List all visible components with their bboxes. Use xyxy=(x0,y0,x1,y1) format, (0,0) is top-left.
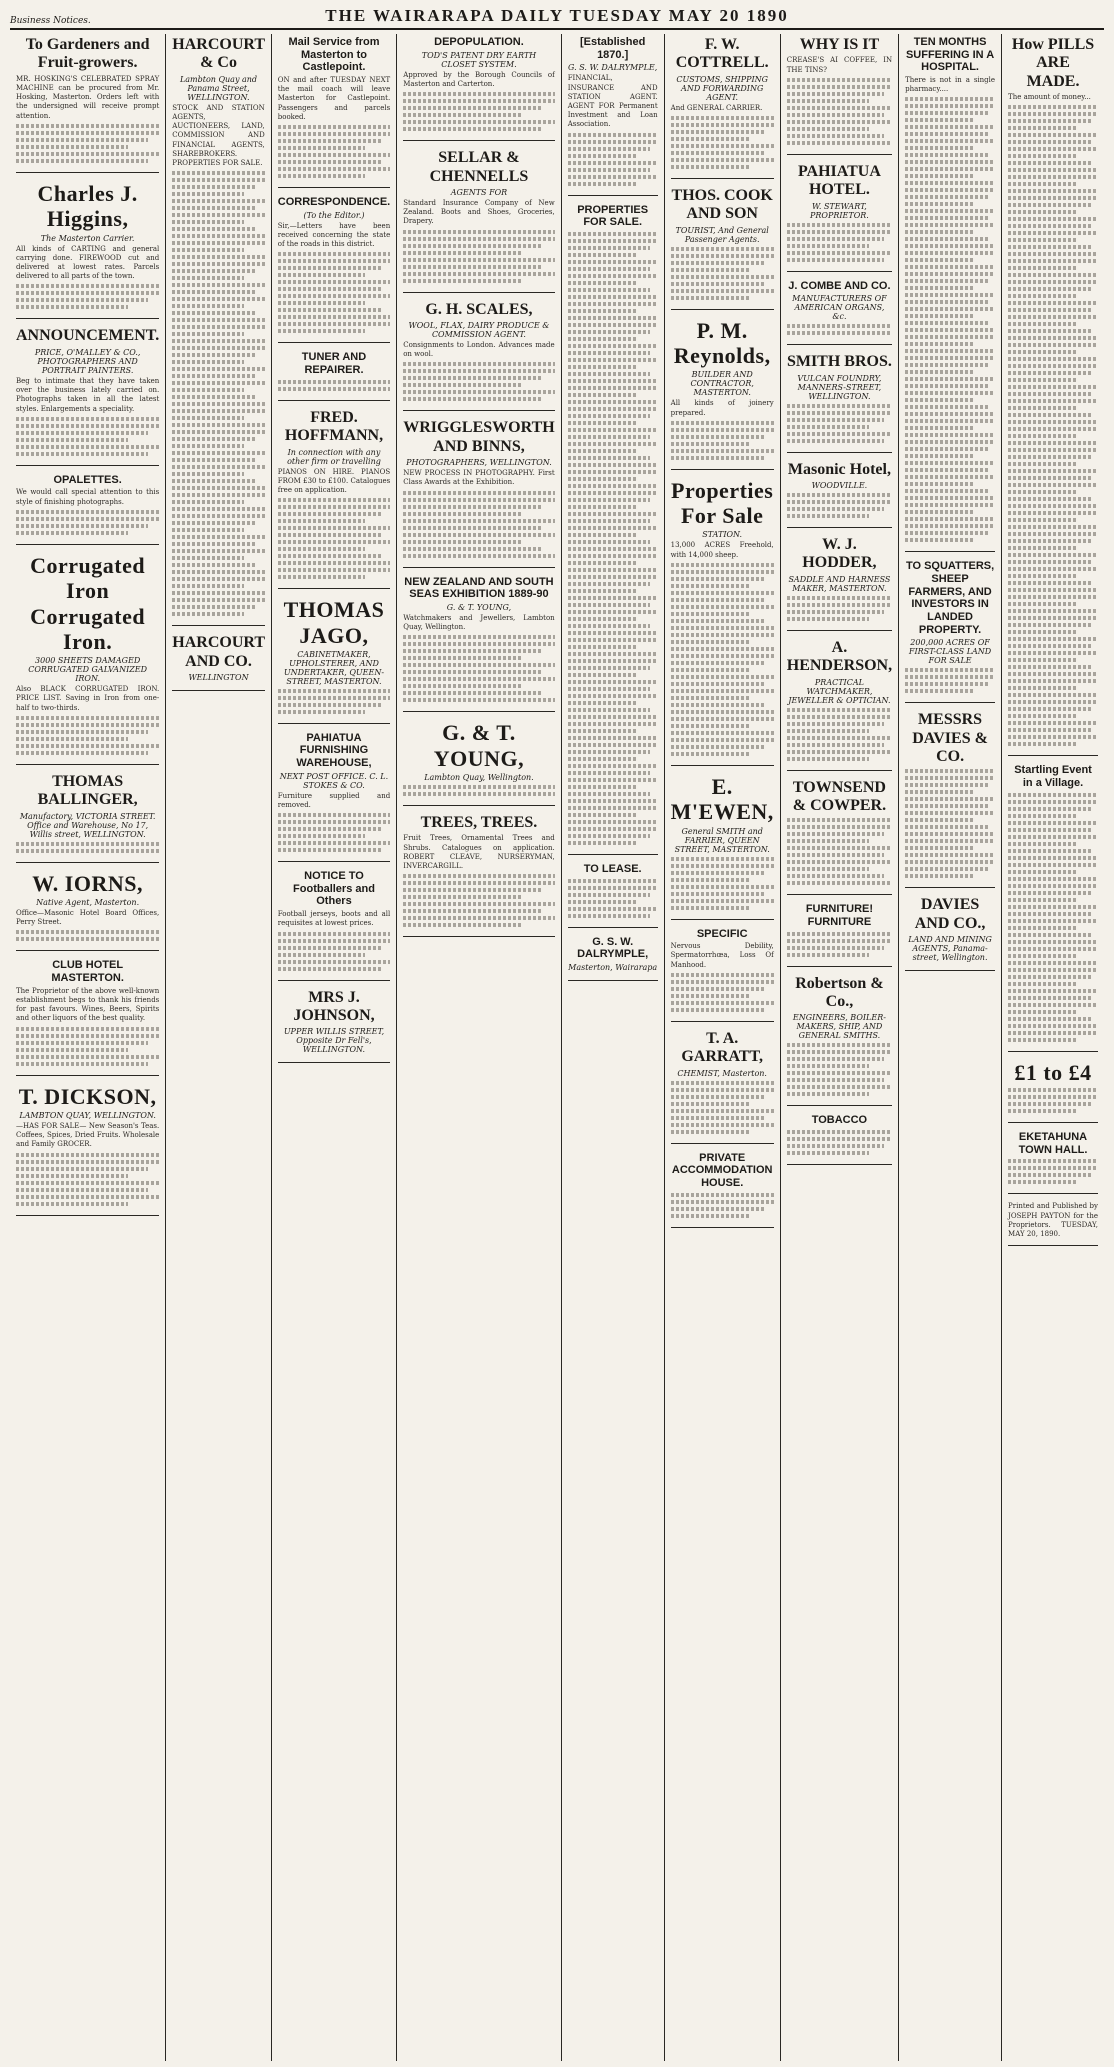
ad-body: Football jerseys, boots and all requisites at lowest prices. xyxy=(277,910,391,928)
ad-heading: WHY IS IT xyxy=(799,36,880,53)
ad-heading: SMITH BROS. xyxy=(786,353,892,371)
advertisement xyxy=(403,149,554,292)
advertisement xyxy=(16,959,159,1075)
ad-heading: TUNER AND REPAIRER. xyxy=(301,351,367,377)
ad-heading: NEW ZEALAND AND SOUTH SEAS EXHIBITION 1889-90 xyxy=(404,575,554,601)
ad-heading: Corrugated Iron Corrugated Iron. xyxy=(30,552,146,654)
ad-body: Furniture supplied and removed. xyxy=(277,791,391,809)
ad-heading: TREES, TREES. xyxy=(420,814,538,832)
ad-heading: PRIVATE ACCOMMODATION HOUSE. xyxy=(671,1151,773,1189)
ad-body: Office—Masonic Hotel Board Offices, Perry Street. xyxy=(16,908,160,927)
small-print xyxy=(16,1153,159,1206)
ad-heading: NOTICE TO Footballers and Others xyxy=(293,870,375,908)
column-2 xyxy=(165,34,270,2061)
small-print xyxy=(568,133,658,186)
ad-heading: J. COMBE AND CO. xyxy=(788,279,891,292)
ad-body: Fruit Trees, Ornamental Trees and Shrubs. Catalogues on application. ROBERT CLEAVE, NURSERYMAN, INVERCARGILL. xyxy=(403,834,555,871)
advertisement xyxy=(1008,36,1098,756)
advertisement xyxy=(671,478,774,766)
small-print xyxy=(16,1027,159,1066)
ad-subheading: CHEMIST, Masterton. xyxy=(677,1068,767,1078)
ad-body: Beg to intimate that they have taken over the business lately carried on. Photographs taken in all the latest styles. Enlargements a speciality. xyxy=(16,376,160,413)
ad-subheading: The Masterton Carrier. xyxy=(40,233,135,243)
advertisement xyxy=(905,711,995,888)
ad-heading: G. & T. YOUNG, xyxy=(433,720,525,771)
small-print xyxy=(1008,1159,1098,1184)
advertisement xyxy=(568,936,658,981)
small-print xyxy=(1008,793,1098,1042)
ad-heading: FURNITURE! FURNITURE xyxy=(805,903,874,929)
advertisement xyxy=(16,474,159,545)
small-print xyxy=(787,818,892,885)
small-print xyxy=(787,493,892,518)
ad-heading: Robertson & Co., xyxy=(795,974,884,1011)
advertisement xyxy=(671,774,774,920)
advertisement xyxy=(671,36,774,179)
advertisement xyxy=(278,36,390,188)
advertisement xyxy=(278,870,390,980)
ad-subheading: G. S. W. DALRYMPLE, xyxy=(568,63,658,73)
ad-subheading: STATION. xyxy=(702,530,743,540)
ad-heading: [Established 1870.] xyxy=(579,36,646,61)
masthead-title: THE WAIRARAPA DAILY TUESDAY MAY 20 1890 xyxy=(325,6,789,25)
ad-heading: WRIGGLESWORTH AND BINNS, xyxy=(403,419,555,455)
section-label: Business Notices. xyxy=(10,16,91,26)
ad-subheading: Lambton Quay and Panama Street, WELLINGTON. xyxy=(179,74,258,102)
column-7 xyxy=(780,34,898,2061)
ad-heading: SPECIFIC xyxy=(696,927,748,940)
ad-heading: TOBACCO xyxy=(811,1114,868,1127)
advertisement xyxy=(787,903,892,966)
ad-heading: W. J. HODDER, xyxy=(802,536,877,572)
ad-heading: MESSRS DAVIES & CO. xyxy=(912,711,988,766)
small-print xyxy=(787,404,892,443)
ad-heading: TO LEASE. xyxy=(583,862,642,875)
advertisement xyxy=(568,863,658,928)
small-print xyxy=(403,874,554,927)
small-print xyxy=(787,596,892,621)
advertisement xyxy=(787,461,892,528)
ad-heading: PAHIATUA HOTEL. xyxy=(797,162,881,199)
advertisement xyxy=(278,732,390,862)
small-print xyxy=(671,247,774,300)
ad-body: All kinds of CARTING and general carrying done. FIREWOOD cut and delivered at lowest rates. Parcels delivered to all parts of the town. xyxy=(16,244,160,281)
ad-heading: HARCOURT & Co xyxy=(172,36,266,72)
ad-heading: T. A. GARRATT, xyxy=(681,1029,764,1066)
small-print xyxy=(568,879,658,918)
column-1 xyxy=(10,34,165,2061)
advertisement xyxy=(16,871,159,952)
small-print xyxy=(278,932,390,971)
ad-subheading: WELLINGTON xyxy=(188,673,249,683)
ad-subheading: Lambton Quay, Wellington. xyxy=(424,773,534,783)
small-print xyxy=(671,421,774,460)
ad-subheading: NEXT POST OFFICE. C. L. STOKES & CO. xyxy=(279,771,389,790)
small-print xyxy=(787,78,892,145)
ad-heading: TO SQUATTERS, SHEEP FARMERS, AND INVESTORS IN LANDED PROPERTY. xyxy=(905,560,995,636)
small-print xyxy=(787,932,892,957)
small-print xyxy=(278,813,390,852)
advertisement xyxy=(16,773,159,863)
small-print xyxy=(16,510,159,535)
ad-heading: £1 to £4 xyxy=(1014,1059,1092,1085)
ad-subheading: 200,000 ACRES OF FIRST-CLASS LAND FOR SALE xyxy=(908,638,992,666)
ad-subheading: Masterton, Wairarapa xyxy=(568,962,658,972)
ad-subheading: PHOTOGRAPHERS, WELLINGTON. xyxy=(406,458,552,468)
ad-heading: THOMAS JAGO, xyxy=(283,597,385,648)
ad-heading: G. S. W. DALRYMPLE, xyxy=(577,935,649,961)
ad-subheading: TOURIST, And General Passenger Agents. xyxy=(675,225,769,244)
advertisement xyxy=(568,36,658,196)
ad-subheading: TOD'S PATENT DRY EARTH CLOSET SYSTEM. xyxy=(421,50,537,69)
advertisement xyxy=(16,553,159,765)
small-print xyxy=(671,973,774,1012)
advertisement xyxy=(787,163,892,272)
advertisement xyxy=(403,301,554,412)
ad-heading: PAHIATUA FURNISHING WAREHOUSE, xyxy=(296,731,372,770)
advertisement xyxy=(787,536,892,631)
advertisement xyxy=(1008,764,1098,1051)
ad-heading: OPALETTES. xyxy=(53,473,122,486)
advertisement xyxy=(1008,1131,1098,1194)
ad-body: And GENERAL CARRIER. xyxy=(670,103,763,112)
ad-body: 13,000 ACRES Freehold, with 14,000 sheep. xyxy=(670,541,774,559)
ad-subheading: W. STEWART, PROPRIETOR. xyxy=(810,201,869,220)
ad-heading: CLUB HOTEL MASTERTON. xyxy=(51,959,124,984)
ad-heading: T. DICKSON, xyxy=(18,1083,157,1109)
small-print xyxy=(671,116,774,169)
ad-body: Also BLACK CORRUGATED IRON. PRICE LIST. Saving in Iron from one-half to two-thirds. xyxy=(16,685,160,712)
advertisement xyxy=(403,576,554,713)
advertisement xyxy=(1008,1060,1098,1123)
ad-subheading: VULCAN FOUNDRY, MANNERS-STREET, WELLINGTON. xyxy=(797,373,882,401)
small-print xyxy=(16,417,159,456)
ad-heading: P. M. Reynolds, xyxy=(673,317,771,369)
advertisement xyxy=(403,419,554,567)
ad-subheading: Native Agent, Masterton. xyxy=(36,897,140,907)
small-print xyxy=(403,785,554,796)
small-print xyxy=(16,842,159,853)
ad-subheading: ENGINEERS, BOILER-MAKERS, SHIP, AND GENERAL SMITHS. xyxy=(792,1013,886,1041)
ad-body: The amount of money... xyxy=(1008,93,1091,102)
small-print xyxy=(16,716,159,755)
advertisement xyxy=(671,928,774,1022)
column-4 xyxy=(396,34,560,2061)
advertisement xyxy=(787,975,892,1107)
ad-subheading: WOODVILLE. xyxy=(811,481,868,491)
advertisement xyxy=(278,409,390,589)
small-print xyxy=(671,1081,774,1134)
small-print xyxy=(787,223,892,262)
ad-body: ON and after TUESDAY NEXT the mail coach will leave Masterton for Castlepoint. Passengers and parcels booked. xyxy=(277,75,391,121)
ad-heading: TEN MONTHS SUFFERING IN A HOSPITAL. xyxy=(905,36,995,74)
ad-subheading: AGENTS FOR xyxy=(450,187,508,197)
small-print xyxy=(671,1193,774,1218)
ad-body: NEW PROCESS IN PHOTOGRAPHY. First Class Awards at the Exhibition. xyxy=(403,469,555,487)
ad-subheading: LAMBTON QUAY, WELLINGTON. xyxy=(19,1110,156,1120)
advertisement xyxy=(787,36,892,155)
ad-subheading: General SMITH and FARRIER, QUEEN STREET, MASTERTON. xyxy=(674,826,770,854)
ad-body: STOCK AND STATION AGENTS, AUCTIONEERS, LAND, COMMISSION AND FINANCIAL AGENTS, SHAREBROKERS. PROPERTIES FOR SALE. xyxy=(172,103,265,168)
advertisement xyxy=(1008,1202,1098,1246)
ad-body: Nervous Debility, Spermatorrhœa, Loss Of Manhood. xyxy=(670,942,774,969)
ad-heading: Startling Event in a Village. xyxy=(1014,764,1092,790)
advertisement xyxy=(671,1030,774,1144)
ad-body: PIANOS ON HIRE. PIANOS FROM £30 to £100. Catalogues free on application. xyxy=(277,467,391,494)
advertisement xyxy=(403,36,554,141)
small-print xyxy=(278,689,390,714)
ad-heading: THOMAS BALLINGER, xyxy=(37,772,138,809)
ad-body: FINANCIAL, INSURANCE AND STATION AGENT. AGENT FOR Permanent Investment and Loan Association. xyxy=(567,74,658,129)
advertisement xyxy=(787,1114,892,1165)
small-print xyxy=(16,124,159,163)
small-print xyxy=(905,769,995,878)
ad-body: All kinds of joinery prepared. xyxy=(670,399,774,417)
advertisement xyxy=(671,187,774,310)
ad-body: CREASE'S AI COFFEE, IN THE TINS? xyxy=(786,56,893,74)
ad-heading: Masonic Hotel, xyxy=(787,460,891,478)
ad-subheading: In connection with any other firm or travelling xyxy=(287,447,381,466)
ad-heading: F. W. COTTRELL. xyxy=(675,36,769,72)
columns xyxy=(10,34,1104,2061)
advertisement xyxy=(568,204,658,855)
advertisement xyxy=(278,989,390,1064)
advertisement xyxy=(671,1152,774,1228)
advertisement xyxy=(787,779,892,896)
ad-heading: G. H. SCALES, xyxy=(425,300,533,318)
small-print xyxy=(787,324,892,335)
ad-subheading: PRACTICAL WATCHMAKER, JEWELLER & OPTICIAN. xyxy=(788,677,891,705)
small-print xyxy=(172,171,264,616)
small-print xyxy=(671,563,774,756)
ad-heading: Charles J. Higgins, xyxy=(37,180,138,232)
column-9 xyxy=(1001,34,1104,2061)
ad-heading: Mail Service from Masterton to Castlepoint. xyxy=(288,36,380,74)
small-print xyxy=(403,635,554,702)
small-print xyxy=(16,284,159,309)
ad-subheading: (To the Editor.) xyxy=(303,210,365,220)
ad-heading: MRS J. JOHNSON, xyxy=(293,988,375,1024)
small-print xyxy=(16,930,159,941)
ad-heading: PROPERTIES FOR SALE. xyxy=(577,203,649,229)
advertisement xyxy=(403,814,554,937)
ad-subheading: MANUFACTURERS OF AMERICAN ORGANS, &c. xyxy=(792,294,887,322)
ad-heading: Properties For Sale xyxy=(671,477,774,529)
ad-subheading: PRICE, O'MALLEY & CO., PHOTOGRAPHERS AND PORTRAIT PAINTERS. xyxy=(34,347,141,375)
advertisement xyxy=(905,560,995,703)
ad-body: Sir,—Letters have been received concerning the state of the roads in this district. xyxy=(277,221,391,249)
column-6 xyxy=(664,34,780,2061)
small-print xyxy=(278,498,390,579)
small-print xyxy=(905,97,995,542)
ad-heading: DEPOPULATION. xyxy=(434,36,524,48)
ad-subheading: G. & T. YOUNG, xyxy=(446,602,512,612)
small-print xyxy=(403,92,554,131)
ad-heading: W. IORNS, xyxy=(32,870,143,896)
advertisement xyxy=(278,597,390,724)
advertisement xyxy=(172,634,264,691)
small-print xyxy=(787,1130,892,1155)
small-print xyxy=(568,232,658,845)
small-print xyxy=(671,857,774,910)
small-print xyxy=(403,230,554,283)
advertisement xyxy=(172,36,264,626)
advertisement xyxy=(671,318,774,470)
ad-body: Watchmakers and Jewellers, Lambton Quay, Wellington. xyxy=(403,613,555,632)
small-print xyxy=(787,1043,892,1096)
ad-body: The Proprietor of the above well-known establishment begs to thank his friends for past favours. Wines, Beers, Spirits and other liquors of the best quality. xyxy=(16,986,160,1023)
ad-heading: TOWNSEND & COWPER. xyxy=(792,778,887,815)
ad-heading: CORRESPONDENCE. xyxy=(277,196,391,209)
advertisement xyxy=(905,896,995,971)
column-8 xyxy=(898,34,1001,2061)
ad-body: Approved by the Borough Councils of Masterton and Carterton. xyxy=(403,70,555,88)
ad-heading: To Gardeners and Fruit-growers. xyxy=(25,36,150,72)
ad-heading: How PILLS ARE MADE. xyxy=(1011,36,1095,90)
ad-subheading: CABINETMAKER, UPHOLSTERER, AND UNDERTAKER, QUEEN-STREET, MASTERTON. xyxy=(283,649,385,686)
ad-heading: FRED. HOFFMANN, xyxy=(284,408,384,445)
ad-heading: ANNOUNCEMENT. xyxy=(16,327,160,345)
ad-subheading: Manufactory, VICTORIA STREET. Office and Warehouse, No 17, Willis street, WELLINGTON. xyxy=(19,811,156,839)
small-print xyxy=(403,362,554,401)
advertisement xyxy=(905,36,995,552)
ad-heading: EKETAHUNA TOWN HALL. xyxy=(1018,1130,1088,1156)
ad-body: Printed and Published by JOSEPH PAYTON for the Proprietors. TUESDAY, MAY 20, 1890. xyxy=(1008,1202,1098,1238)
ad-heading: E. M'EWEN, xyxy=(670,773,774,825)
advertisement xyxy=(278,196,390,343)
ad-heading: HARCOURT AND CO. xyxy=(172,634,266,670)
ad-subheading: LAND AND MINING AGENTS, Panama-street, Wellington. xyxy=(908,935,992,963)
ad-body: MR. HOSKING'S CELEBRATED SPRAY MACHINE can be procured from Mr. Hosking, Masterton. Orders left with the undersigned will receive prompt attention. xyxy=(16,74,160,120)
masthead xyxy=(10,4,1104,30)
advertisement xyxy=(787,639,892,771)
ad-body: There is not in a single pharmacy.... xyxy=(905,75,996,94)
small-print xyxy=(278,125,390,178)
small-print xyxy=(278,252,390,333)
advertisement xyxy=(16,36,159,173)
small-print xyxy=(403,491,554,558)
advertisement xyxy=(16,1084,159,1216)
advertisement xyxy=(16,327,159,465)
column-5 xyxy=(561,34,664,2061)
column-3 xyxy=(271,34,396,2061)
ad-heading: A. HENDERSON, xyxy=(786,638,893,675)
ad-body: Standard Insurance Company of New Zealand. Boots and Shoes, Groceries, Drapery. xyxy=(403,198,555,226)
small-print xyxy=(1008,1088,1098,1113)
small-print xyxy=(905,668,995,693)
ad-subheading: CUSTOMS, SHIPPING AND FORWARDING AGENT. xyxy=(676,74,769,102)
ad-heading: SELLAR & CHENNELLS xyxy=(429,149,529,185)
ad-body: —HAS FOR SALE— New Season's Teas. Coffees, Spices, Dried Fruits. Wholesale and Family GROCER. xyxy=(16,1121,160,1149)
ad-subheading: UPPER WILLIS STREET, Opposite Dr Fell's, WELLINGTON. xyxy=(283,1027,385,1055)
advertisement xyxy=(787,353,892,452)
ad-subheading: 3000 SHEETS DAMAGED CORRUGATED GALVANIZED IRON. xyxy=(28,656,148,684)
advertisement xyxy=(16,181,159,320)
advertisement xyxy=(787,280,892,346)
ad-subheading: WOOL, FLAX, DAIRY PRODUCE & COMMISSION AGENT. xyxy=(408,320,550,339)
ad-body: We would call special attention to this style of finishing photographs. xyxy=(16,488,160,506)
ad-subheading: SADDLE AND HARNESS MAKER, MASTERTON. xyxy=(788,574,891,593)
ad-body: Consignments to London. Advances made on wool. xyxy=(403,340,555,359)
ad-subheading: BUILDER AND CONTRACTOR, MASTERTON. xyxy=(690,370,754,398)
advertisement xyxy=(278,351,390,400)
small-print xyxy=(1008,105,1098,746)
advertisement xyxy=(403,720,554,806)
ad-heading: THOS. COOK AND SON xyxy=(671,187,773,223)
ad-heading: DAVIES AND CO., xyxy=(914,896,986,932)
small-print xyxy=(787,708,892,761)
small-print xyxy=(278,380,390,391)
